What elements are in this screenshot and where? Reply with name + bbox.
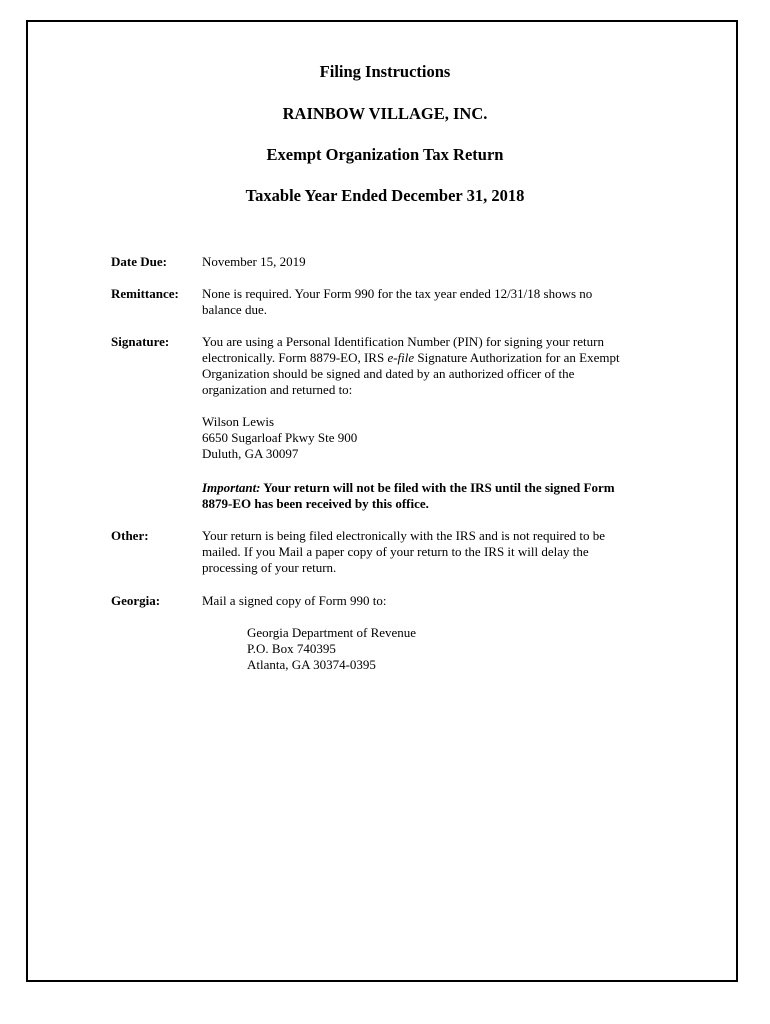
other-text — [202, 528, 652, 576]
signature-line: Organization should be signed and dated by an authorized officer of the — [202, 366, 575, 381]
signature-address — [202, 414, 652, 462]
tax-year: Taxable Year Ended December 31, 2018 — [245, 186, 525, 205]
important-notice — [202, 480, 652, 512]
address-line: Duluth, GA 30097 — [202, 446, 299, 461]
important-label: Important: — [202, 480, 261, 495]
georgia-text: Mail a signed copy of Form 990 to: — [202, 593, 387, 608]
return-type: Exempt Organization Tax Return — [266, 145, 504, 164]
important-text: Your return will not be filed with the IRS until the signed Form — [260, 480, 615, 495]
remittance-text — [202, 286, 652, 318]
address-line: Georgia Department of Revenue — [247, 625, 417, 640]
document-title: Filing Instructions — [319, 62, 451, 81]
georgia-label: Georgia: — [111, 593, 161, 608]
address-line: Atlanta, GA 30374-0395 — [247, 657, 376, 672]
organization-name: RAINBOW VILLAGE, INC. — [282, 104, 488, 123]
signature-line: You are using a Personal Identification Number (PIN) for signing your return — [202, 334, 604, 349]
other-label: Other: — [111, 528, 149, 543]
signature-line-text: Signature Authorization for an Exempt — [414, 350, 620, 365]
remittance-line: None is required. Your Form 990 for the tax year ended 12/31/18 shows no — [202, 286, 593, 301]
signature-line: organization and returned to: — [202, 382, 353, 397]
important-line — [202, 480, 652, 496]
important-line: 8879-EO has been received by this office. — [202, 496, 429, 511]
remittance-line: balance due. — [202, 302, 267, 317]
signature-label: Signature: — [111, 334, 170, 349]
remittance-label: Remittance: — [111, 286, 179, 301]
georgia-address — [247, 625, 416, 673]
signature-line-text: electronically. Form 8879-EO, IRS — [202, 350, 388, 365]
efile-term: e-file — [387, 350, 415, 365]
other-line: processing of your return. — [202, 560, 337, 575]
address-line: 6650 Sugarloaf Pkwy Ste 900 — [202, 430, 358, 445]
signature-line — [202, 350, 652, 366]
address-line: Wilson Lewis — [202, 414, 275, 429]
date-due-label: Date Due: — [111, 254, 167, 269]
other-line: Your return is being filed electronically with the IRS and is not required to be — [202, 528, 606, 543]
other-line: mailed. If you Mail a paper copy of your return to the IRS it will delay the — [202, 544, 589, 559]
signature-text — [202, 334, 652, 398]
date-due-value: November 15, 2019 — [202, 254, 306, 269]
address-line: P.O. Box 740395 — [247, 641, 336, 656]
